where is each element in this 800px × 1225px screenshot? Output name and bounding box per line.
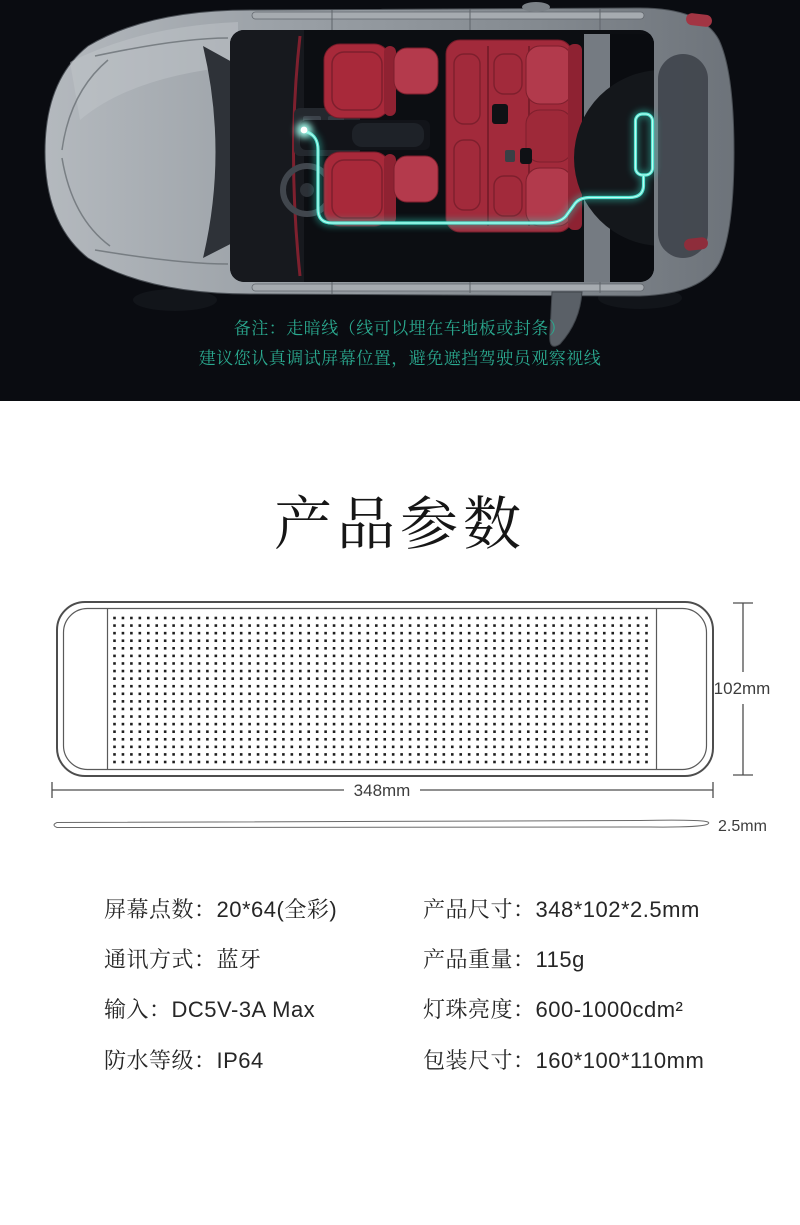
spec-screen-dots — [104, 893, 337, 924]
note-line-1: 备注：走暗线（线可以埋在车地板或封条） — [233, 319, 567, 338]
spec-value: DC5V-3A Max — [171, 997, 316, 1022]
spec-value: 20*64(全彩) — [216, 897, 338, 922]
spec-value: IP64 — [216, 1048, 264, 1073]
spec-communication — [104, 943, 262, 974]
spec-led-brightness — [423, 993, 683, 1024]
spec-label: 防水等级： — [104, 1048, 217, 1073]
spec-waterproof — [104, 1044, 264, 1075]
height-dimension-label: 102mm — [713, 679, 771, 698]
section-title: 产品参数 — [273, 492, 526, 557]
hero-section — [0, 0, 800, 401]
spec-label: 灯珠亮度： — [423, 997, 536, 1022]
panel-side-profile — [54, 820, 709, 827]
installation-notes — [0, 314, 800, 374]
roof-rail-top — [252, 12, 644, 19]
spec-package-size — [423, 1044, 704, 1075]
spec-value: 160*100*110mm — [535, 1048, 705, 1073]
roof-antenna — [522, 2, 550, 12]
panel-dimension-diagram — [0, 585, 800, 845]
spec-label: 产品尺寸： — [423, 897, 536, 922]
thickness-dimension-label: 2.5mm — [718, 818, 767, 835]
steering-wheel-hub — [300, 183, 314, 197]
spec-label: 包装尺寸： — [423, 1048, 536, 1073]
width-dimension-label: 348mm — [353, 781, 411, 800]
spec-input — [104, 993, 315, 1024]
roof-rail-bottom — [252, 284, 644, 291]
spec-value: 蓝牙 — [216, 947, 262, 972]
spec-value: 600-1000cdm² — [535, 997, 684, 1022]
rear-window — [658, 54, 708, 258]
spec-value: 115g — [535, 947, 585, 972]
spec-label: 产品重量： — [423, 947, 536, 972]
note-line-2: 建议您认真调试屏幕位置，避免遮挡驾驶员观察视线 — [198, 349, 602, 368]
spec-product-weight — [423, 943, 585, 974]
rear-bench-seat — [446, 40, 572, 232]
panel-outer-frame — [57, 602, 713, 776]
spec-label: 输入： — [104, 997, 172, 1022]
spec-product-size — [423, 893, 700, 924]
console-armrest — [352, 123, 424, 147]
spec-label: 通讯方式： — [104, 947, 217, 972]
spec-value: 348*102*2.5mm — [535, 897, 700, 922]
wire-start-dot — [301, 127, 308, 134]
spec-label: 屏幕点数： — [104, 897, 217, 922]
